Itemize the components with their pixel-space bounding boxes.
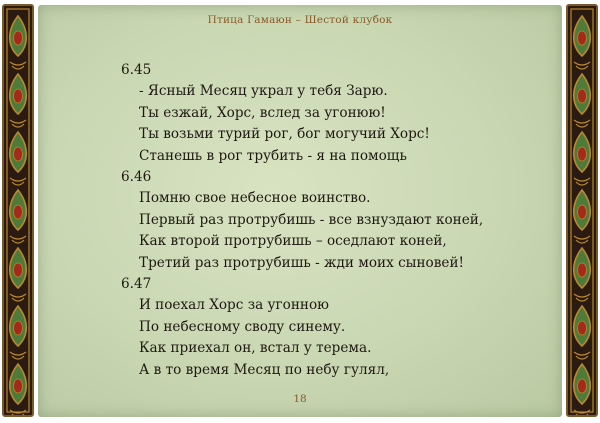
left-ornamental-border — [2, 4, 34, 417]
verse-line: Ты возьми турий рог, бог могучий Хорс! — [139, 126, 430, 143]
verse-number: 6.46 — [121, 169, 152, 186]
page-header: Птица Гамаюн – Шестой клубок — [207, 14, 393, 26]
ornament-bud — [578, 147, 587, 161]
verse-line: - Ясный Месяц украл у тебя Зарю. — [139, 83, 388, 100]
ornament-curl — [574, 294, 590, 301]
ornament-bud — [578, 89, 587, 103]
ornament-bud — [14, 321, 23, 335]
ornament-curl — [10, 352, 26, 359]
ornament-bud — [14, 205, 23, 219]
ornament-pattern-left — [4, 6, 32, 415]
ornament-bud — [578, 263, 587, 277]
verse-line: Третий раз протрубишь - жди моих сыновей! — [139, 254, 464, 271]
ornament-curl — [10, 120, 26, 127]
verse-line: По небесному своду синему. — [139, 318, 346, 335]
ornament-bud — [14, 31, 23, 45]
verse-line: Как приехал он, встал у терема. — [139, 340, 372, 357]
page-number: 18 — [293, 393, 307, 405]
verse-line: Станешь в рог трубить - я на помощь — [139, 147, 407, 164]
ornament-curl — [10, 62, 26, 69]
verse-line: Ты езжай, Хорс, вслед за угонюю! — [139, 104, 386, 121]
ornament-bud — [578, 31, 587, 45]
ornament-curl — [10, 294, 26, 301]
ornament-curl — [10, 236, 26, 243]
ornament-curl — [574, 236, 590, 243]
ornament-bud — [578, 379, 587, 393]
verse-line: Помню свое небесное воинство. — [139, 190, 371, 207]
verse-line: А в то время Месяц по небу гулял, — [139, 361, 390, 378]
ornament-curl — [574, 352, 590, 359]
ornament-bud — [14, 263, 23, 277]
ornament-curl — [574, 120, 590, 127]
verse-number: 6.47 — [121, 276, 152, 293]
verse-number: 6.45 — [121, 62, 152, 78]
ornament-bud — [578, 205, 587, 219]
parchment-page — [38, 5, 562, 417]
verse-line: Как второй протрубишь – оседлают коней, — [139, 233, 447, 250]
poem-text — [121, 60, 541, 381]
ornament-curl — [10, 178, 26, 185]
verse-line: И поехал Хорс за угонною — [139, 297, 329, 314]
verse-line: Первый раз протрубишь - все взнуздают коней, — [139, 211, 484, 228]
ornament-pattern-right — [568, 6, 596, 415]
right-ornamental-border — [566, 4, 598, 417]
ornament-bud — [578, 321, 587, 335]
ornament-bud — [14, 89, 23, 103]
ornament-bud — [14, 147, 23, 161]
ornament-curl — [574, 62, 590, 69]
ornament-curl — [574, 178, 590, 185]
ornament-bud — [14, 379, 23, 393]
